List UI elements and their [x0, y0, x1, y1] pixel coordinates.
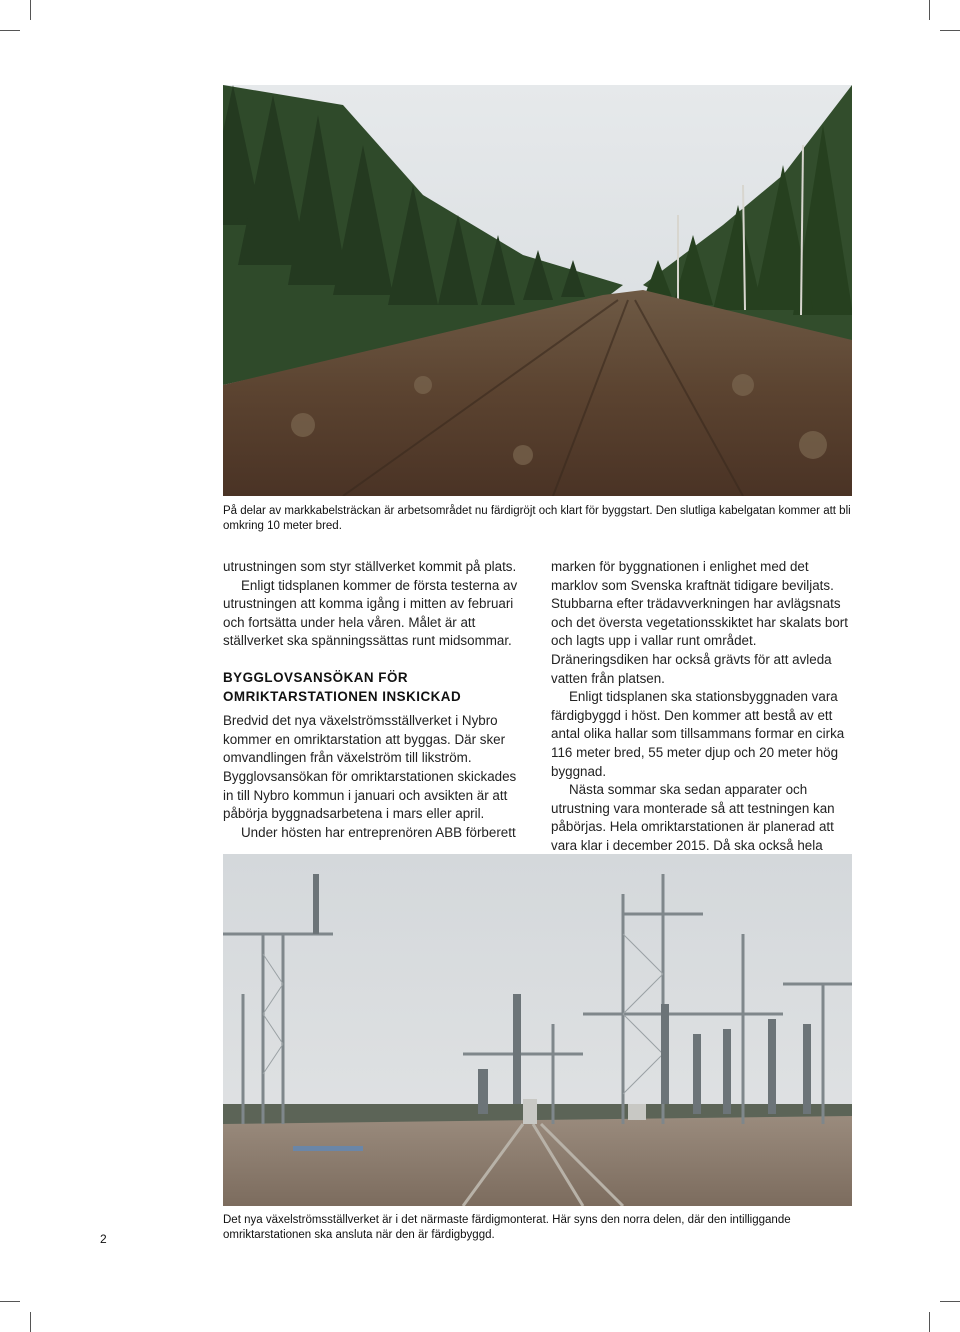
crop-mark-bottom-right — [929, 1312, 930, 1332]
crop-mark-bottom-right-h — [940, 1301, 960, 1302]
crop-mark-top-left-h — [0, 30, 20, 31]
body-paragraph: Nästa sommar ska sedan apparater och utrustning vara monterade så att testningen kan påbörjas. Hela omriktarstationen är planerad att vara klar i december 2015. Då ska också hela — [551, 782, 835, 853]
switchyard-photo — [223, 854, 852, 1206]
crop-mark-top-left — [30, 0, 31, 20]
photo1-caption: På delar av markkabelsträckan är arbetsområdet nu färdigröjt och klart för byggstart. Den slutliga kabelgatan kommer att bli omkring 10 meter bred. — [223, 505, 851, 532]
body-paragraph: Under hösten har entreprenören ABB förberett — [241, 824, 516, 840]
page-number: 2 — [100, 1232, 107, 1246]
section-heading: BYGGLOVSANSÖKAN FÖR OMRIKTARSTATIONEN INSKICKAD — [223, 669, 462, 704]
crop-mark-bottom-left — [30, 1312, 31, 1332]
crop-mark-top-right-h — [940, 30, 960, 31]
body-paragraph: Enligt tidsplanen ska stationsbyggnaden vara färdigbyggd i höst. Den kommer att bestå av ett antal olika hallar som tillsammans formar en cirka 116 meter bred, 55 meter djup och 20 meter hög byggnad. — [551, 689, 845, 779]
body-paragraph: Bredvid det nya växelströmsställverket i Nybro kommer en omriktarstation att byggas. Där sker omvandlingen från växelström till likström. Bygglovsansökan för omriktarstationen skickades in till Nybro kommun i januari och avsikten är att påbörja byggnadsarbetena i mars eller april. — [223, 713, 517, 822]
body-paragraph: utrustningen som styr ställverket kommit på plats. — [223, 559, 517, 574]
photo2-caption: Det nya växelströmsställverket är i det närmaste färdigmonterat. Här syns den norra delen, där den intilliggande omriktarstationen ska ansluta när den är färdigbyggd. — [223, 1214, 791, 1241]
left-text-column — [223, 558, 526, 842]
right-text-column — [551, 558, 854, 874]
forest-clearing-illustration — [223, 85, 852, 496]
crop-mark-top-right — [929, 0, 930, 20]
cleared-cable-route-photo — [223, 85, 852, 496]
body-paragraph: marken för byggnationen i enlighet med det marklov som Svenska kraftnät tidigare beviljats. Stubbarna efter trädavverkningen har avlägsnats och det översta vegetationsskiktet har skalats bort och lagts upp i vallar runt området. Dräneringsdiken har också grävts för att avleda vatten från platsen. — [551, 559, 848, 686]
body-paragraph: Enligt tidsplanen kommer de första testerna av utrustningen att komma igång i mitten av februari och fortsätta under hela våren. Målet är att ställverket ska spänningssättas runt midsommar. — [223, 577, 518, 649]
switchyard-illustration — [223, 854, 852, 1206]
crop-mark-bottom-left-h — [0, 1301, 20, 1302]
